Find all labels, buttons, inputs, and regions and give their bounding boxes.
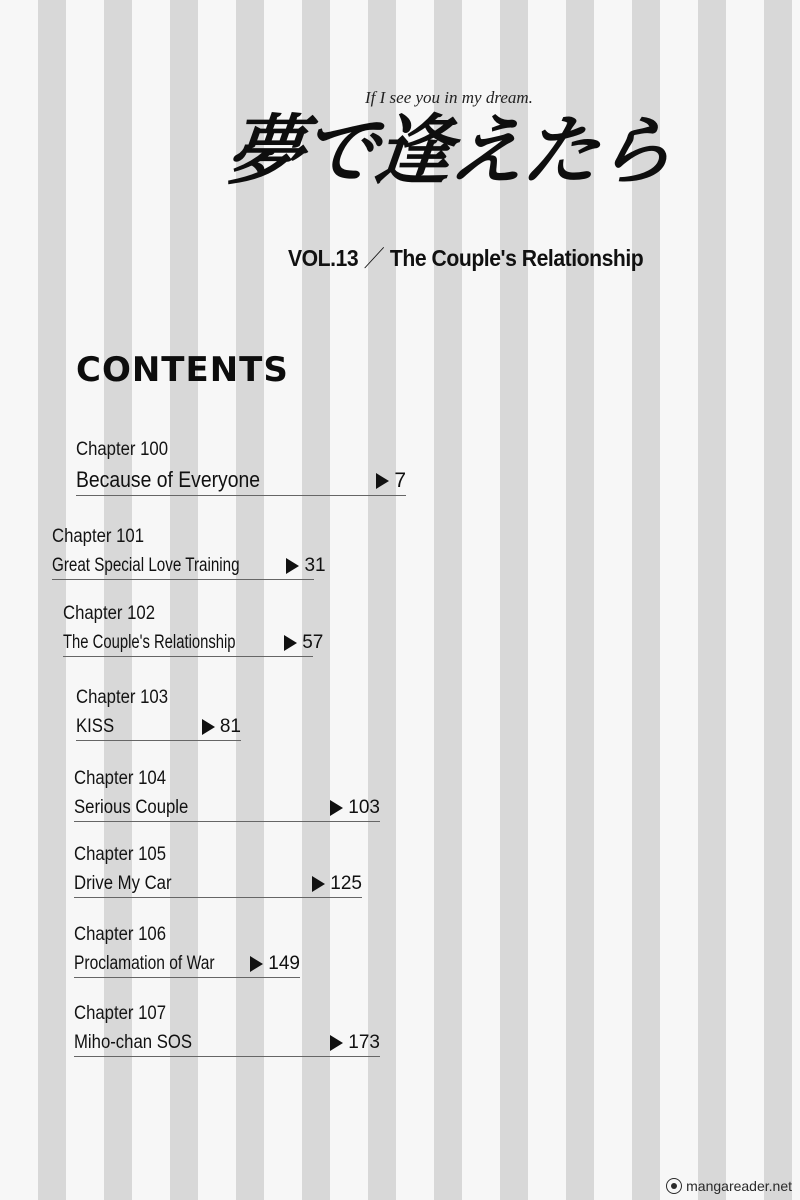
chapter-row: [74, 1033, 380, 1057]
japanese-title: 夢で逢えたら: [222, 106, 677, 195]
page-arrow-icon: [330, 800, 343, 816]
chapter-row: [74, 798, 380, 822]
chapter-page: 149: [250, 954, 300, 973]
chapter-row: [76, 469, 406, 496]
chapter-page: 81: [202, 717, 241, 736]
page-arrow-icon: [284, 635, 297, 651]
chapter-title: The Couple's Relationship: [63, 632, 236, 653]
page-arrow-icon: [330, 1035, 343, 1051]
toc-entry: [74, 769, 380, 822]
page-arrow-icon: [250, 956, 263, 972]
volume-line: [288, 240, 643, 273]
chapter-row: [52, 555, 326, 580]
chapter-title: KISS: [76, 716, 115, 737]
watermark-text: mangareader.net: [686, 1178, 792, 1194]
chapter-number: Chapter 102: [63, 603, 156, 624]
chapter-page: 7: [376, 470, 406, 491]
page-arrow-icon: [286, 558, 299, 574]
volume-title: The Couple's Relationship: [389, 245, 644, 271]
chapter-title: Miho-chan SOS: [74, 1032, 193, 1053]
page-arrow-icon: [202, 719, 215, 735]
chapter-number: Chapter 101: [52, 526, 145, 547]
chapter-number: Chapter 104: [74, 768, 167, 789]
chapter-row: [76, 717, 241, 741]
chapter-title: Proclamation of War: [74, 953, 215, 974]
toc-entry: [52, 526, 326, 580]
english-subtitle: If I see you in my dream.: [365, 88, 533, 107]
chapter-title: Great Special Love Training: [52, 555, 240, 576]
chapter-number: Chapter 107: [74, 1003, 167, 1024]
chapter-row: [74, 954, 300, 978]
chapter-title: Serious Couple: [74, 797, 189, 818]
chapter-number: Chapter 100: [76, 439, 169, 460]
volume-number: VOL.13: [288, 245, 359, 271]
chapter-row: [74, 874, 362, 898]
chapter-page: 103: [330, 798, 380, 817]
site-watermark: [666, 1178, 792, 1194]
chapter-title: Because of Everyone: [76, 467, 261, 492]
page-arrow-icon: [312, 876, 325, 892]
toc-entry: [63, 603, 324, 657]
chapter-page: 57: [284, 633, 323, 652]
toc-entry: [74, 1004, 380, 1057]
toc-entry: [74, 925, 300, 978]
contents-heading: CONTENTS: [76, 350, 289, 390]
mangareader-logo-icon: [666, 1178, 682, 1194]
chapter-page: 173: [330, 1033, 380, 1052]
page-arrow-icon: [376, 473, 389, 489]
volume-separator: ／: [363, 245, 385, 271]
chapter-number: Chapter 103: [76, 687, 169, 708]
chapter-number: Chapter 106: [74, 924, 167, 945]
toc-entry: [74, 845, 362, 898]
chapter-page: 31: [286, 556, 325, 575]
toc-entry: [76, 688, 241, 741]
chapter-number: Chapter 105: [74, 844, 167, 865]
chapter-page: 125: [312, 874, 362, 893]
toc-entry: [76, 440, 406, 496]
chapter-row: [63, 632, 324, 657]
chapter-title: Drive My Car: [74, 873, 172, 894]
